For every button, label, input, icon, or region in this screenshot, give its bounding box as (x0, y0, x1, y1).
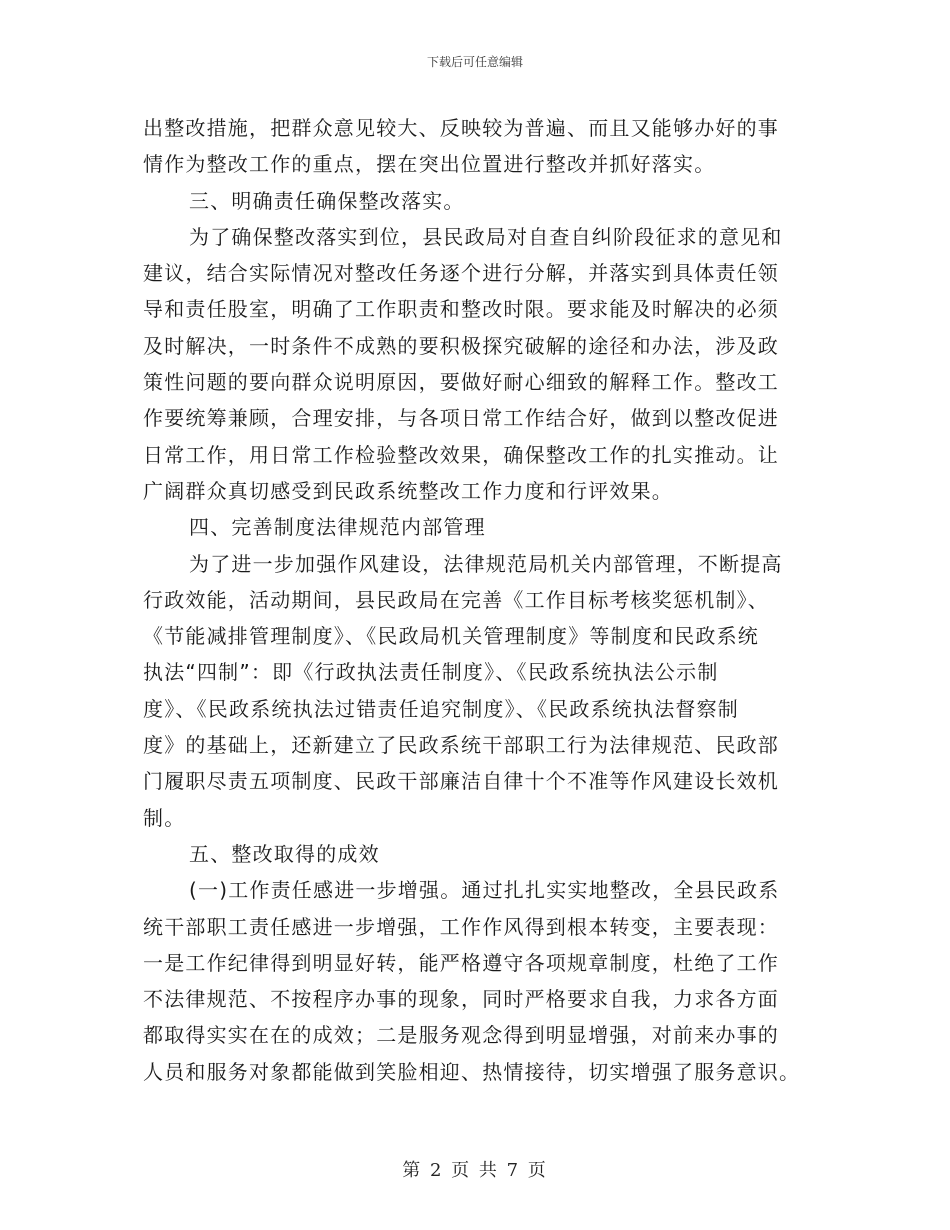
section-heading: 五、整改取得的成效 (189, 841, 380, 866)
body-line: 为了进一步加强作风建设，法律规范局机关内部管理，不断提高 (189, 551, 783, 576)
body-line: 作要统筹兼顾，合理安排，与各项日常工作结合好，做到以整改促进 (143, 406, 779, 431)
body-line: (一)工作责任感进一步增强。通过扎扎实实地整改，全县民政系 (189, 878, 780, 903)
body-line: 执法“四制”：即《行政执法责任制度》、《民政系统执法公示制 (143, 660, 719, 685)
body-line: 《节能减排管理制度》、《民政局机关管理制度》等制度和民政系统 (143, 624, 759, 649)
body-line: 建议，结合实际情况对整改任务逐个进行分解，并落实到具体责任领 (143, 261, 779, 286)
body-line: 行政效能，活动期间，县民政局在完善《工作目标考核奖惩机制》、 (143, 587, 769, 612)
body-line: 度》、《民政系统执法过错责任追究制度》、《民政系统执法督察制 (143, 696, 739, 721)
section-heading: 三、明确责任确保整改落实。 (189, 188, 465, 213)
body-line: 度》的基础上，还新建立了民政系统干部职工行为法律规范、民政部 (143, 733, 779, 758)
body-line: 门履职尽责五项制度、民政干部廉洁自律十个不准等作风建设长效机 (143, 769, 779, 794)
page-header: 下载后可任意编辑 (426, 55, 523, 69)
body-line: 一是工作纪律得到明显好转，能严格遵守各项规章制度，杜绝了工作 (143, 950, 779, 975)
body-line: 导和责任股室，明确了工作职责和整改时限。要求能及时解决的必须 (143, 297, 779, 322)
body-line: 不法律规范、不按程序办事的现象，同时严格要求自我，力求各方面 (143, 987, 779, 1012)
body-line: 情作为整改工作的重点，摆在突出位置进行整改并抓好落实。 (143, 152, 716, 177)
body-line: 都取得实实在在的成效；二是服务观念得到明显增强，对前来办事的 (143, 1023, 779, 1048)
body-line: 为了确保整改落实到位，县民政局对自查自纠阶段征求的意见和 (189, 224, 783, 249)
body-line: 统干部职工责任感进一步增强，工作作风得到根本转变，主要表现： (143, 914, 779, 939)
page-footer: 第 2 页 共 7 页 (402, 1160, 548, 1181)
body-line: 广阔群众真切感受到民政系统整改工作力度和行评效果。 (143, 478, 673, 503)
body-line: 出整改措施，把群众意见较大、反映较为普遍、而且又能够办好的事 (143, 116, 779, 140)
body-line: 日常工作，用日常工作检验整改效果，确保整改工作的扎实推动。让 (143, 442, 779, 467)
body-line: 及时解决，一时条件不成熟的要积极探究破解的途径和办法，涉及政 (143, 333, 779, 358)
body-line: 策性问题的要向群众说明原因，要做好耐心细致的解释工作。整改工 (143, 370, 779, 395)
body-line: 人员和服务对象都能做到笑脸相迎、热情接待，切实增强了服务意识。 (143, 1059, 801, 1084)
document-body (143, 110, 813, 1090)
section-heading: 四、完善制度法律规范内部管理 (189, 515, 486, 540)
body-line: 制。 (143, 805, 186, 830)
